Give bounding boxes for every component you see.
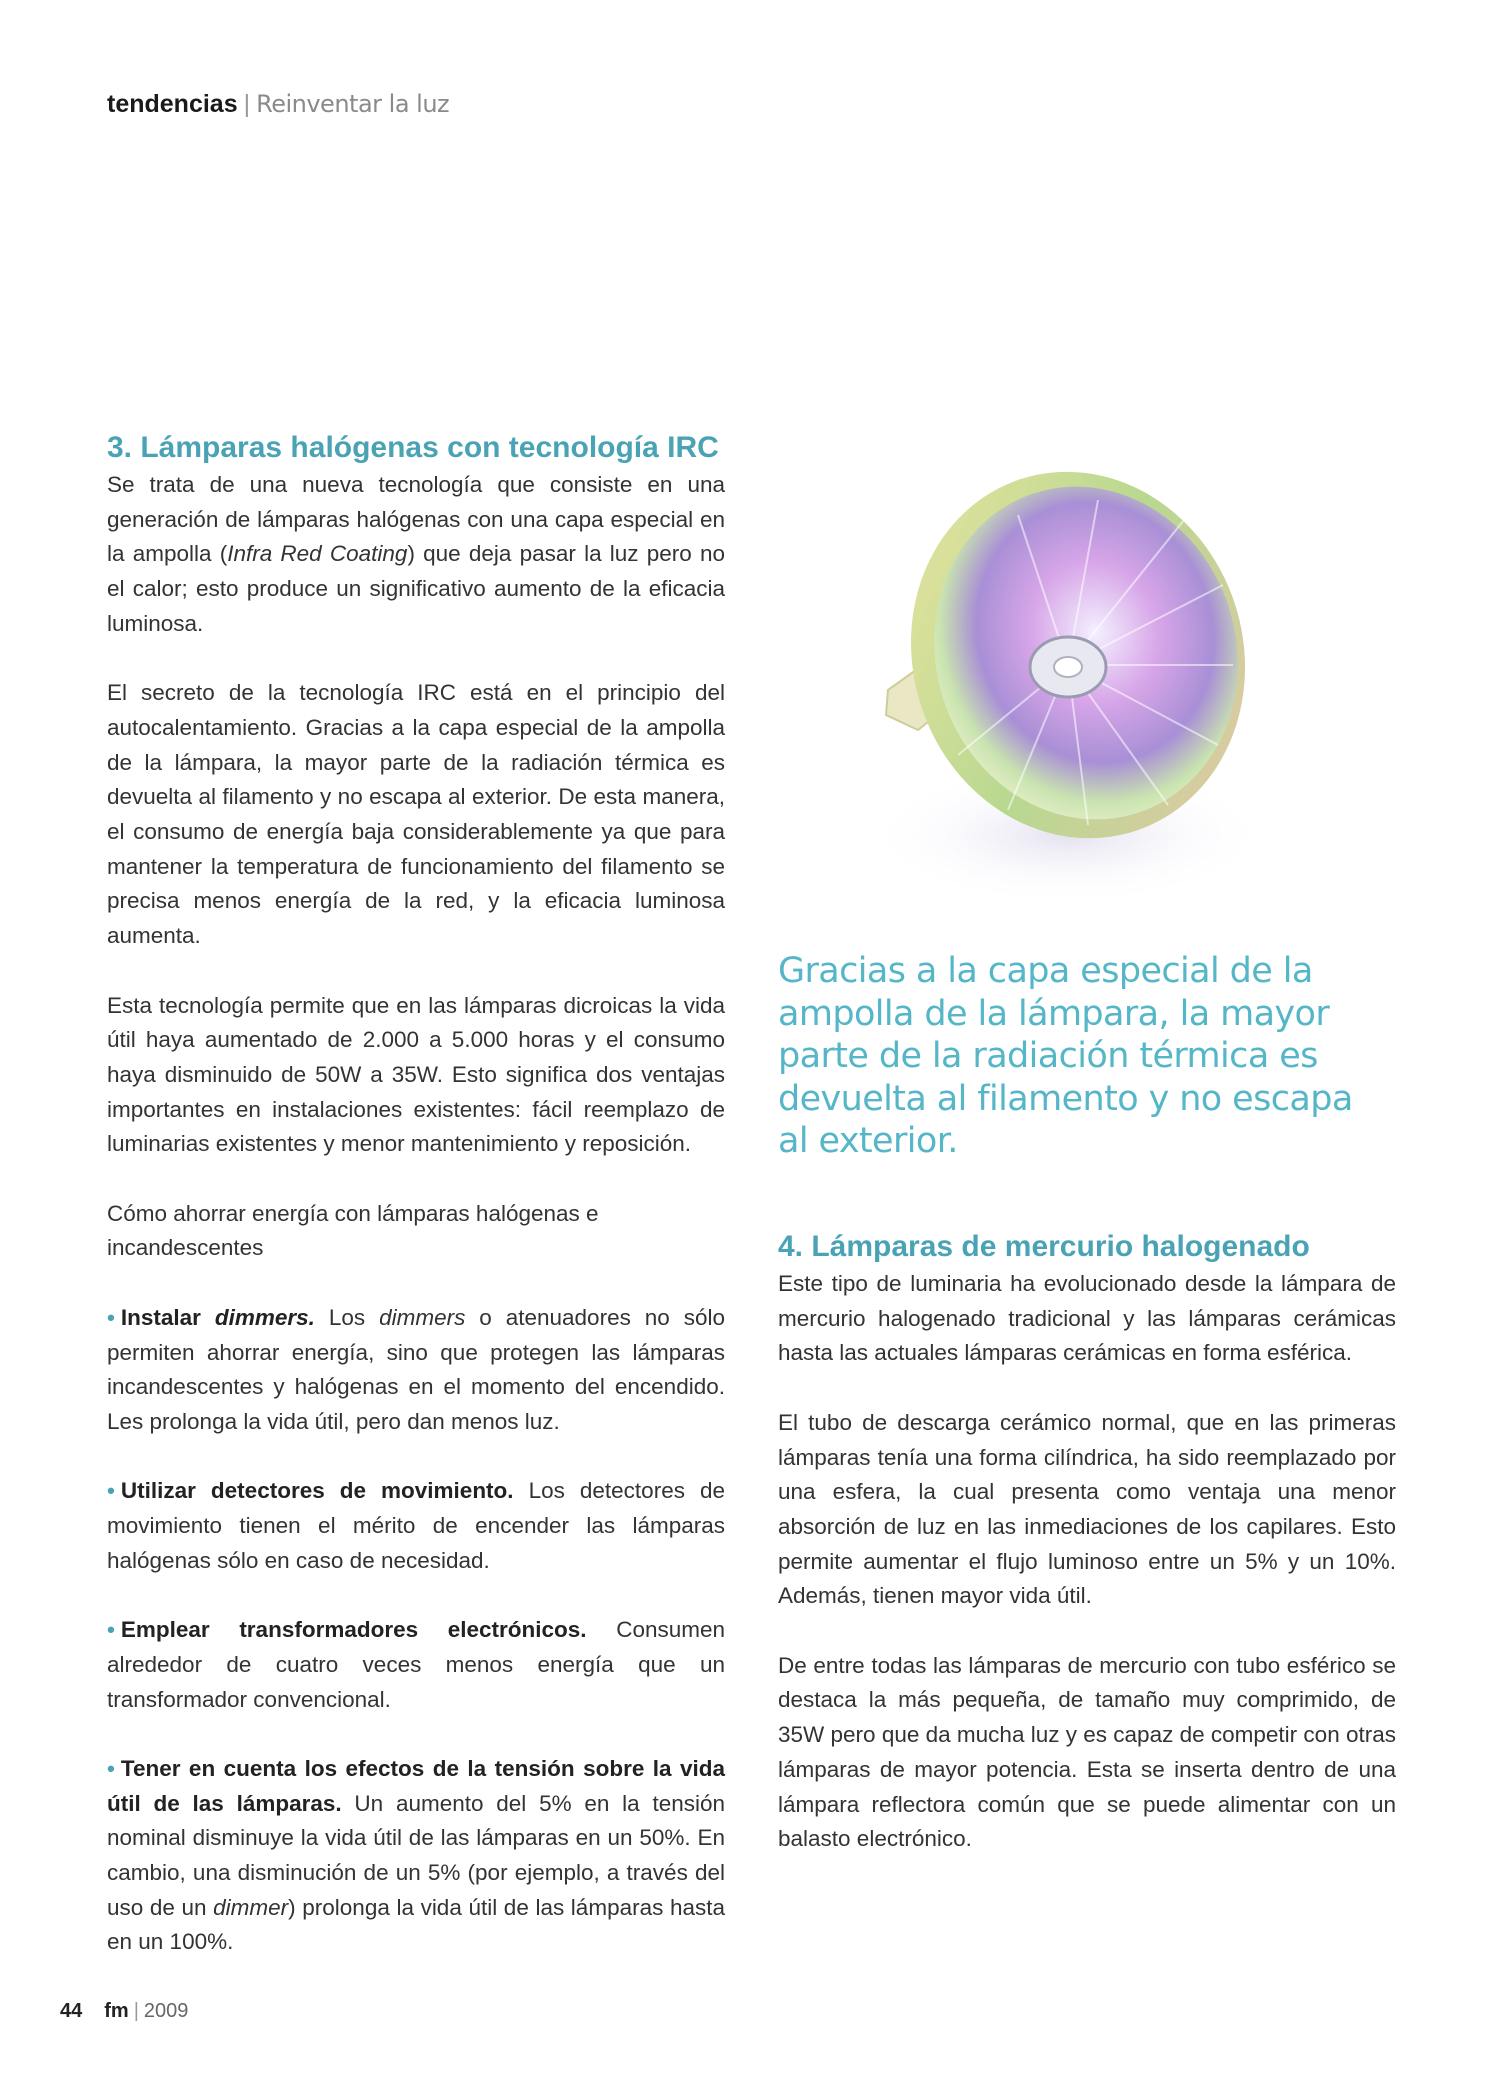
section-3-heading: 3. Lámparas halógenas con tecnología IRC <box>107 431 719 464</box>
left-column <box>107 428 725 1960</box>
pull-quote: Gracias a la capa especial de la ampolla de la lámpara, la mayor parte de la radiación térmica es devuelta al filamento y no escapa al exterior. <box>778 951 1353 1161</box>
page-number: 44 <box>60 2000 83 2022</box>
right-column <box>778 1227 1396 1857</box>
bullet-icon: • <box>107 1478 115 1504</box>
bullet-icon: • <box>107 1617 115 1643</box>
paragraph: Este tipo de luminaria ha evolucionado desde la lámpara de mercurio halogenado tradicional y las lámparas cerámicas hasta las actuales lámparas cerámicas en forma esférica. <box>778 1271 1396 1366</box>
page-footer <box>60 2000 188 2023</box>
header-separator: | <box>243 90 251 118</box>
paragraph: El tubo de descarga cerámico normal, que en las primeras lámparas tenía una forma cilíndrica, ha sido reemplazado por una esfera, la cual presenta como ventaja una menor absorción de luz en las inmediaciones de los capilares. Esto permite aumentar el flujo luminoso entre un 5% y un 10%. Además, tienen mayor vida útil. <box>778 1409 1396 1609</box>
magazine-name: fm <box>104 2000 129 2022</box>
header-section: tendencias <box>107 90 238 118</box>
paragraph: Se trata de una nueva tecnología que consiste en una generación de lámparas halógenas con una capa especial en la ampolla (Infra Red Coating) que deja pasar la luz pero no el calor; esto produce un significativo aumento de la eficacia luminosa. <box>107 472 726 636</box>
lamp-filament <box>1054 657 1082 677</box>
bullet-item: • Emplear transformadores electrónicos. Consumen alrededor de cuatro veces menos energía que un transformador convencional. <box>107 1617 726 1712</box>
section-4-heading: 4. Lámparas de mercurio halogenado <box>778 1230 1310 1263</box>
halogen-lamp-image <box>768 455 1368 925</box>
bullet-icon: • <box>107 1304 115 1330</box>
footer-separator: | <box>133 2000 139 2022</box>
paragraph: Esta tecnología permite que en las lámparas dicroicas la vida útil haya aumentado de 2.000 a 5.000 horas y el consumo haya disminuido de 50W a 35W. Esto significa dos ventajas importantes en instalaciones existentes: fácil reemplazo de luminarias existentes y menor mantenimiento y reposición. <box>107 992 725 1157</box>
running-header <box>107 90 449 119</box>
issue-year: 2009 <box>143 2000 189 2022</box>
bullet-icon: • <box>107 1755 115 1781</box>
paragraph: De entre todas las lámparas de mercurio con tubo esférico se destaca la más pequeña, de tamaño muy comprimido, de 35W pero que da mucha luz y es capaz de competir con otras lámparas de mayor potencia. Esta se inserta dentro de una lámpara reflectora común que se puede alimentar con un balasto electrónico. <box>778 1652 1396 1852</box>
bullet-item: • Tener en cuenta los efectos de la tensión sobre la vida útil de las lámparas. Un aumento del 5% en la tensión nominal disminuye la vida útil de las lámparas en un 50%. En cambio, una disminución de un 5% (por ejemplo, a través del uso de un dimmer) prolonga la vida útil de las lámparas hasta en un 100%. <box>107 1755 725 1955</box>
header-subtitle: Reinventar la luz <box>256 90 450 118</box>
bullet-item: • Instalar dimmers. Los dimmers o atenuadores no sólo permiten ahorrar energía, sino que protegen las lámparas incandescentes y halógenas en el momento del encendido. Les prolonga la vida útil, pero dan menos luz. <box>107 1304 725 1434</box>
paragraph-intro: Cómo ahorrar energía con lámparas halógenas e incandescentes <box>107 1200 599 1261</box>
paragraph: El secreto de la tecnología IRC está en el principio del autocalentamiento. Gracias a la capa especial de la ampolla de la lámpara, la mayor parte de la radiación térmica es devuelta al filamento y no escapa al exterior. De esta manera, el consumo de energía baja considerablemente ya que para mantener la temperatura de funcionamiento del filamento se precisa menos energía de la red, y la eficacia luminosa aumenta. <box>107 680 725 949</box>
bullet-item: • Utilizar detectores de movimiento. Los detectores de movimiento tienen el mérito de encender las lámparas halógenas sólo en caso de necesidad. <box>107 1478 726 1573</box>
